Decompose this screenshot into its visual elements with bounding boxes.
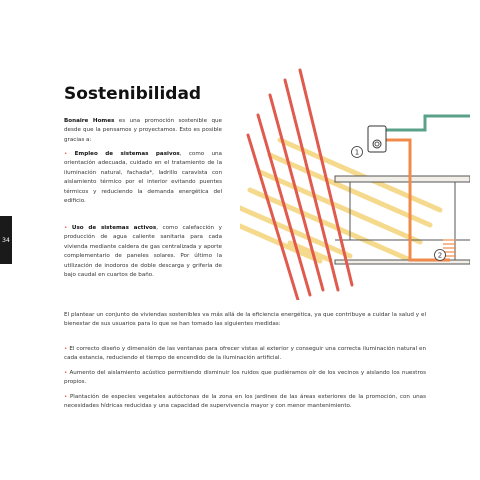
bullet-marker: • <box>64 346 68 352</box>
measure-text: El correcto diseño y dimensión de las ventanas para ofrecer vistas al exterior y conseguir una correcta iluminación natural en cada estancia, reduciendo el tiempo de encendido de la iluminación artificial. <box>64 346 426 362</box>
page-title: Sostenibilidad <box>64 84 202 104</box>
marker-2-label: 2 <box>437 251 443 260</box>
measure-item <box>64 393 426 412</box>
intro-text: es una promoción sostenible que desde que la pensamos y proyectamos. Esto es posible gracias a: <box>64 118 222 143</box>
marker-1 <box>352 147 363 158</box>
passive-systems-text: , como una orientación adecuada, cuidado en el tratamiento de la iluminación natural, fachada*, ladrillo caravista con aislamiento térmico por el interior evitando puentes térmicos y reduciendo la demanda energética del edificio. <box>64 151 222 205</box>
measure-text: Plantación de especies vegetales autóctonas de la zona en los jardines de las áreas exteriores de la promoción, con unas necesidades hídricas reducidas y una capacidad de supervivencia mayor y con menor mantenimiento. <box>64 394 427 410</box>
page-number-tab <box>0 216 12 264</box>
bullet-marker: • <box>64 370 68 376</box>
intro-paragraph <box>64 117 222 145</box>
measure-text: Aumento del aislamiento acústico permitiendo disminuir los ruidos que pudiéramos oír de los vecinos y aislando los nuestros propios. <box>64 370 426 386</box>
boiler-icon <box>368 126 386 152</box>
bullet-marker: • <box>64 151 68 157</box>
lead-text: El plantear un conjunto de viviendas sostenibles va más allá de la eficiencia energética, ya que contribuye a cuidar la salud y el bienestar de sus usuarios para lo que se han tomado las siguientes medidas: <box>64 312 426 328</box>
passive-systems-heading: Empleo de sistemas pasivos <box>74 151 180 157</box>
marker-2 <box>435 250 446 261</box>
cold-water-pipe <box>384 116 470 130</box>
bullet-marker: • <box>64 225 68 231</box>
sustainability-illustration <box>240 60 470 300</box>
building-structure <box>335 176 470 264</box>
bullet-marker: • <box>64 394 68 400</box>
active-systems-text: , como calefacción y producción de agua caliente sanitaria para cada vivienda mediante caldera de gas centralizada y aporte complementario de paneles solares. Por último la utilización de inodoros de doble descarga y grifería de bajo caudal en cuartos de baño. <box>64 225 222 279</box>
marker-1-label: 1 <box>354 148 360 157</box>
active-systems-item <box>64 224 222 280</box>
measure-item <box>64 369 426 388</box>
brand-name: Bonaire Homes <box>64 118 115 124</box>
active-systems-heading: Uso de sistemas activos <box>71 225 157 231</box>
measure-item <box>64 345 426 364</box>
lead-paragraph <box>64 311 426 330</box>
page-number: 34 <box>2 236 10 244</box>
passive-systems-item <box>64 150 222 206</box>
